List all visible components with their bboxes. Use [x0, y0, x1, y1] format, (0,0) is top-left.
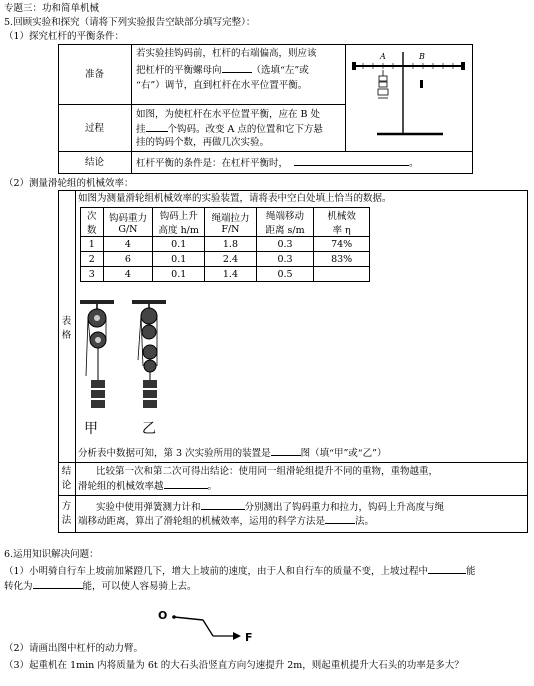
- lever-label-a: A: [380, 52, 386, 61]
- analysis-text-a: 分析表中数据可知，第 3 次实验所用的装置是: [78, 448, 271, 459]
- pulley-data-table: [80, 207, 370, 282]
- lever-force-f: F: [245, 631, 253, 644]
- lever-conclusion-text: 杠杆平衡的条件是：在杠杆平衡时，: [136, 158, 289, 169]
- side-label-table-1: 表: [61, 316, 72, 327]
- header-trial-1: 次: [87, 211, 97, 222]
- q6-p2: （2）请画出图中杠杆的动力臂。: [4, 643, 144, 654]
- pulley-intro: 如图为测量滑轮组机械效率的实验装置，请将表中空白处填上恰当的数据。: [78, 193, 392, 204]
- header-weight-1: 钩码重力: [108, 212, 147, 224]
- q6-p3: （3）起重机在 1min 内将质量为 6t 的大石头沿竖直方向匀速提升 2m，则起重机提升大石头的功率是多大？: [4, 660, 464, 671]
- efficiency-blank-cell[interactable]: [314, 267, 370, 282]
- method-label-1: 方: [61, 501, 72, 512]
- prepare-line2-a: 把杠杆的平衡螺母向: [136, 65, 222, 76]
- lever-conclusion-blank[interactable]: [294, 156, 409, 166]
- header-distance-2: 距离 s/m: [265, 225, 305, 236]
- table-row: 2 6 0.1 2.4 0.3 83%: [81, 252, 370, 267]
- analysis-device-blank[interactable]: [271, 446, 301, 456]
- process-line3: 挂的钩码个数，再做几次实验。: [136, 137, 270, 148]
- process-line2-a: 挂: [136, 124, 146, 135]
- q5-title: 5.回顾实验和探究（请将下列实验报告空缺部分填写完整）：: [4, 17, 256, 28]
- header-force-2: F/N: [221, 223, 240, 235]
- prepare-line3: “右”）调节，直到杠杆在水平位置平衡。: [136, 80, 308, 91]
- table-row: 3 4 0.1 1.4 0.5: [81, 267, 370, 282]
- row-label-process: 过程: [84, 123, 104, 134]
- conclusion-line2-a: 滑轮组的机械效率越: [78, 481, 164, 492]
- process-line2-b: 个钩码。改变 A 点的位置和它下方悬: [167, 124, 323, 135]
- lever-label-b: B: [419, 52, 425, 61]
- q6-p1-c: 转化为: [4, 581, 33, 592]
- conclusion-label-2: 论: [61, 480, 72, 491]
- prepare-direction-blank[interactable]: [222, 63, 252, 73]
- analysis-text-b: 图（填“甲”或“乙”）: [300, 448, 387, 459]
- method-name-blank[interactable]: [325, 514, 355, 524]
- q5-part2-title: （2）测量滑轮组的机械效率：: [4, 178, 134, 189]
- lever-figure: [347, 46, 472, 146]
- header-distance-1: 绳端移动: [266, 211, 305, 222]
- lever-force-figure: [155, 598, 265, 648]
- conclusion-line2-b: 。: [207, 481, 218, 492]
- lever-conclusion-end: 。: [409, 158, 419, 169]
- fig-label-jia: 甲: [84, 421, 98, 437]
- lever-point-o: O: [158, 609, 168, 622]
- conclusion-line1: 比较第一次和第二次可得出结论：使用同一组滑轮组提升不同的重物，重物越重，: [96, 466, 439, 477]
- side-label-table-2: 格: [61, 330, 72, 341]
- row-label-conclusion: 结论: [84, 157, 104, 168]
- method-line2-a: 端移动距离，算出了滑轮组的机械效率，运用的科学方法是: [78, 516, 326, 527]
- pulley-figure-jia: [78, 300, 118, 415]
- header-height-2: 高度 h/m: [158, 225, 199, 236]
- prepare-line1: 若实验挂钩码前，杠杆的右端偏高，则应该: [136, 48, 317, 59]
- fig-label-yi: 乙: [142, 421, 156, 437]
- method-tool-blank[interactable]: [201, 500, 245, 510]
- q5-part1-title: （1）探究杠杆的平衡条件：: [4, 31, 125, 42]
- method-line1-a: 实验中使用弹簧测力计和: [96, 502, 201, 513]
- q6-p1-b: 能: [466, 566, 476, 577]
- table-row: 1 4 0.1 1.8 0.3 74%: [81, 237, 370, 252]
- energy-to-blank[interactable]: [33, 579, 83, 589]
- process-hooks-blank[interactable]: [146, 122, 168, 132]
- header-trial-2: 数: [87, 225, 97, 236]
- topic-heading: 专题三：功和简单机械: [4, 3, 100, 14]
- q6-p1-d: 能，可以使人容易骑上去。: [82, 581, 197, 592]
- header-efficiency-1: 机械效: [327, 211, 356, 222]
- header-height-1: 钩码上升: [159, 211, 198, 222]
- method-label-2: 法: [61, 515, 72, 526]
- prepare-line2-b: （选填“左”或: [251, 65, 309, 76]
- efficiency-trend-blank[interactable]: [164, 479, 208, 489]
- q6-p1-a: （1）小明骑自行车上坡前加紧蹬几下，增大上坡前的速度，由于人和自行车的质量不变，上坡过程中: [4, 566, 429, 577]
- q6-title: 6.运用知识解决问题：: [4, 549, 99, 560]
- pulley-figure-yi: [130, 300, 170, 415]
- conclusion-label-1: 结: [61, 466, 72, 477]
- method-line1-b: 分别测出了钩码重力和拉力，钩码上升高度与绳: [244, 502, 445, 513]
- header-weight-2: G/N: [118, 223, 138, 235]
- header-force-1: 绳端拉力: [211, 212, 250, 224]
- process-line1: 如图，为使杠杆在水平位置平衡，应在 B 处: [136, 109, 321, 120]
- method-line2-b: 法。: [355, 516, 375, 527]
- table-header-row: [81, 208, 370, 237]
- energy-from-blank[interactable]: [428, 564, 466, 574]
- row-label-prepare: 准备: [84, 69, 104, 80]
- header-efficiency-2: 率 η: [332, 225, 351, 236]
